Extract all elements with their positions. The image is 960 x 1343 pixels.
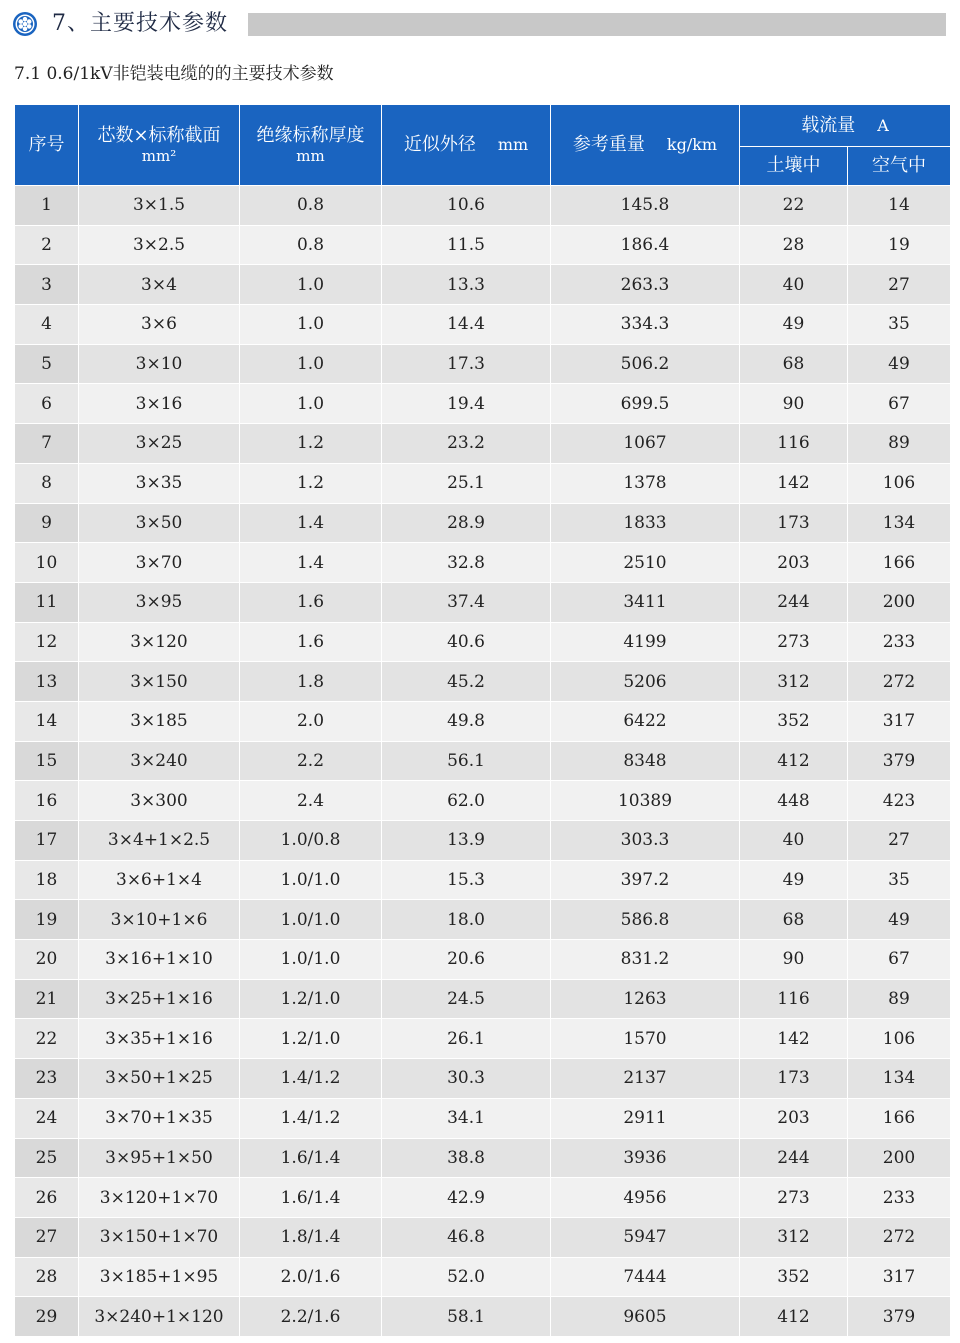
header-reference-weight	[551, 105, 740, 186]
section-header	[12, 8, 946, 40]
table-row	[15, 701, 951, 741]
cell-cores-section: 3×120+1×70	[79, 1178, 240, 1218]
table-row	[15, 860, 951, 900]
cell-cores-section: 3×300	[79, 781, 240, 821]
table-row	[15, 1098, 951, 1138]
table-row	[15, 543, 951, 583]
cell-insulation: 2.0/1.6	[240, 1257, 382, 1297]
cell-diameter: 17.3	[382, 344, 551, 384]
cell-cores-section: 3×10+1×6	[79, 900, 240, 940]
cell-cores-section: 3×16	[79, 384, 240, 424]
cell-cores-section: 3×6+1×4	[79, 860, 240, 900]
cell-diameter: 14.4	[382, 305, 551, 345]
cell-weight: 8348	[551, 741, 740, 781]
cell-diameter: 38.8	[382, 1138, 551, 1178]
cell-insulation: 2.2/1.6	[240, 1297, 382, 1337]
cell-weight: 586.8	[551, 900, 740, 940]
cell-cores-section: 3×70	[79, 543, 240, 583]
cell-insulation: 1.4	[240, 543, 382, 583]
cable-cross-section-icon	[12, 11, 38, 37]
cell-no: 20	[15, 940, 79, 980]
table-subtitle: 7.1 0.6/1kV非铠装电缆的的主要技术参数	[14, 64, 334, 84]
cell-weight: 2137	[551, 1059, 740, 1099]
cell-cores-section: 3×70+1×35	[79, 1098, 240, 1138]
table-row	[15, 582, 951, 622]
cell-cores-section: 3×185	[79, 701, 240, 741]
cell-weight: 1263	[551, 979, 740, 1019]
cell-insulation: 2.2	[240, 741, 382, 781]
cell-current-soil: 22	[740, 186, 848, 226]
table-row	[15, 781, 951, 821]
cell-current-air: 106	[848, 463, 951, 503]
cell-current-soil: 244	[740, 582, 848, 622]
cell-current-soil: 40	[740, 821, 848, 861]
section-title-bar	[248, 13, 946, 36]
cell-current-air: 35	[848, 860, 951, 900]
cell-insulation: 1.0	[240, 344, 382, 384]
cell-insulation: 1.6	[240, 622, 382, 662]
cell-diameter: 42.9	[382, 1178, 551, 1218]
cell-current-air: 134	[848, 1059, 951, 1099]
cell-no: 29	[15, 1297, 79, 1337]
cell-weight: 1378	[551, 463, 740, 503]
cell-current-soil: 68	[740, 344, 848, 384]
cell-weight: 4199	[551, 622, 740, 662]
table-row	[15, 503, 951, 543]
cell-diameter: 20.6	[382, 940, 551, 980]
cell-current-soil: 412	[740, 1297, 848, 1337]
header-cores-label: 芯数×标称截面	[97, 125, 221, 146]
cell-insulation: 1.0/1.0	[240, 860, 382, 900]
cell-insulation: 1.4	[240, 503, 382, 543]
cell-cores-section: 3×16+1×10	[79, 940, 240, 980]
cell-weight: 1570	[551, 1019, 740, 1059]
cell-diameter: 19.4	[382, 384, 551, 424]
cell-no: 3	[15, 265, 79, 305]
cell-current-air: 106	[848, 1019, 951, 1059]
cell-weight: 699.5	[551, 384, 740, 424]
cell-cores-section: 3×4+1×2.5	[79, 821, 240, 861]
cell-cores-section: 3×185+1×95	[79, 1257, 240, 1297]
table-row	[15, 821, 951, 861]
cell-no: 17	[15, 821, 79, 861]
cell-diameter: 58.1	[382, 1297, 551, 1337]
cell-current-soil: 40	[740, 265, 848, 305]
table-row	[15, 1297, 951, 1337]
cell-no: 9	[15, 503, 79, 543]
cell-cores-section: 3×95+1×50	[79, 1138, 240, 1178]
table-row	[15, 1019, 951, 1059]
cell-current-soil: 448	[740, 781, 848, 821]
cell-no: 5	[15, 344, 79, 384]
cell-no: 22	[15, 1019, 79, 1059]
header-in-air: 空气中	[848, 147, 951, 186]
header-diameter-label: 近似外径	[403, 134, 476, 155]
table-row	[15, 1257, 951, 1297]
cell-weight: 4956	[551, 1178, 740, 1218]
cell-no: 14	[15, 701, 79, 741]
cell-weight: 263.3	[551, 265, 740, 305]
cell-diameter: 40.6	[382, 622, 551, 662]
header-current-label: 载流量	[801, 114, 856, 136]
header-no: 序号	[15, 105, 79, 186]
table-row	[15, 1217, 951, 1257]
table-row	[15, 344, 951, 384]
cell-no: 25	[15, 1138, 79, 1178]
cell-current-air: 49	[848, 344, 951, 384]
technical-parameters-table	[14, 104, 951, 1337]
cell-no: 27	[15, 1217, 79, 1257]
cell-weight: 3936	[551, 1138, 740, 1178]
cell-current-air: 35	[848, 305, 951, 345]
cell-diameter: 26.1	[382, 1019, 551, 1059]
cell-insulation: 1.2/1.0	[240, 979, 382, 1019]
cell-no: 10	[15, 543, 79, 583]
cell-current-soil: 203	[740, 543, 848, 583]
cell-no: 28	[15, 1257, 79, 1297]
cell-insulation: 2.4	[240, 781, 382, 821]
cell-weight: 1833	[551, 503, 740, 543]
cell-no: 16	[15, 781, 79, 821]
cell-current-air: 423	[848, 781, 951, 821]
cell-diameter: 56.1	[382, 741, 551, 781]
cell-weight: 9605	[551, 1297, 740, 1337]
cell-current-soil: 68	[740, 900, 848, 940]
cell-weight: 1067	[551, 424, 740, 464]
cell-no: 26	[15, 1178, 79, 1218]
cell-diameter: 13.3	[382, 265, 551, 305]
cell-current-soil: 412	[740, 741, 848, 781]
cell-current-air: 317	[848, 1257, 951, 1297]
cell-current-air: 89	[848, 424, 951, 464]
cell-weight: 7444	[551, 1257, 740, 1297]
table-row	[15, 463, 951, 503]
cell-weight: 831.2	[551, 940, 740, 980]
cell-weight: 6422	[551, 701, 740, 741]
cell-insulation: 1.0	[240, 265, 382, 305]
header-insulation-label: 绝缘标称厚度	[256, 125, 365, 146]
cell-current-air: 166	[848, 543, 951, 583]
cell-diameter: 32.8	[382, 543, 551, 583]
cell-current-soil: 244	[740, 1138, 848, 1178]
cell-cores-section: 3×150	[79, 662, 240, 702]
cell-insulation: 1.2	[240, 424, 382, 464]
cell-current-air: 134	[848, 503, 951, 543]
cell-current-air: 379	[848, 1297, 951, 1337]
header-diameter-unit: mm	[497, 135, 529, 154]
header-weight-label: 参考重量	[572, 134, 645, 155]
cell-current-soil: 28	[740, 225, 848, 265]
cell-insulation: 1.4/1.2	[240, 1098, 382, 1138]
cell-weight: 334.3	[551, 305, 740, 345]
cell-diameter: 10.6	[382, 186, 551, 226]
cell-current-soil: 312	[740, 1217, 848, 1257]
header-insulation-thickness	[240, 105, 382, 186]
cell-current-soil: 203	[740, 1098, 848, 1138]
header-current-unit: A	[877, 115, 889, 135]
cell-current-air: 272	[848, 662, 951, 702]
cell-current-soil: 49	[740, 305, 848, 345]
cell-insulation: 1.8	[240, 662, 382, 702]
cell-diameter: 46.8	[382, 1217, 551, 1257]
cell-insulation: 1.0/1.0	[240, 900, 382, 940]
cell-current-soil: 273	[740, 1178, 848, 1218]
cell-no: 11	[15, 582, 79, 622]
cell-weight: 303.3	[551, 821, 740, 861]
cell-cores-section: 3×240	[79, 741, 240, 781]
cell-weight: 506.2	[551, 344, 740, 384]
cell-current-soil: 173	[740, 1059, 848, 1099]
section-title: 7、主要技术参数	[52, 11, 228, 36]
cell-no: 21	[15, 979, 79, 1019]
cell-cores-section: 3×50	[79, 503, 240, 543]
cell-insulation: 1.0/0.8	[240, 821, 382, 861]
cell-current-air: 233	[848, 622, 951, 662]
cell-current-air: 49	[848, 900, 951, 940]
cell-no: 13	[15, 662, 79, 702]
table-row	[15, 900, 951, 940]
cell-insulation: 1.6/1.4	[240, 1138, 382, 1178]
cell-cores-section: 3×240+1×120	[79, 1297, 240, 1337]
cell-no: 6	[15, 384, 79, 424]
cell-cores-section: 3×50+1×25	[79, 1059, 240, 1099]
cell-weight: 2510	[551, 543, 740, 583]
cell-current-air: 200	[848, 582, 951, 622]
cell-insulation: 1.2	[240, 463, 382, 503]
header-weight-unit: kg/km	[666, 135, 718, 154]
cell-insulation: 1.2/1.0	[240, 1019, 382, 1059]
cell-no: 2	[15, 225, 79, 265]
cell-weight: 186.4	[551, 225, 740, 265]
cell-insulation: 1.0	[240, 384, 382, 424]
table-row	[15, 186, 951, 226]
cell-diameter: 23.2	[382, 424, 551, 464]
cell-cores-section: 3×120	[79, 622, 240, 662]
cell-current-soil: 312	[740, 662, 848, 702]
cell-current-air: 166	[848, 1098, 951, 1138]
cell-weight: 5947	[551, 1217, 740, 1257]
cell-current-soil: 273	[740, 622, 848, 662]
cell-cores-section: 3×95	[79, 582, 240, 622]
cell-insulation: 1.4/1.2	[240, 1059, 382, 1099]
cell-current-air: 317	[848, 701, 951, 741]
cell-cores-section: 3×150+1×70	[79, 1217, 240, 1257]
cell-current-soil: 142	[740, 1019, 848, 1059]
table-row	[15, 1178, 951, 1218]
cell-current-soil: 142	[740, 463, 848, 503]
cell-current-soil: 90	[740, 384, 848, 424]
cell-current-air: 200	[848, 1138, 951, 1178]
table-row	[15, 940, 951, 980]
cell-weight: 3411	[551, 582, 740, 622]
cell-diameter: 25.1	[382, 463, 551, 503]
cell-no: 8	[15, 463, 79, 503]
cell-cores-section: 3×4	[79, 265, 240, 305]
cell-insulation: 2.0	[240, 701, 382, 741]
cell-cores-section: 3×35	[79, 463, 240, 503]
cell-no: 4	[15, 305, 79, 345]
cell-insulation: 0.8	[240, 186, 382, 226]
table-row	[15, 225, 951, 265]
cell-insulation: 1.6	[240, 582, 382, 622]
cell-current-air: 27	[848, 821, 951, 861]
table-row	[15, 1138, 951, 1178]
cell-current-air: 19	[848, 225, 951, 265]
table-row	[15, 662, 951, 702]
cell-weight: 397.2	[551, 860, 740, 900]
cell-cores-section: 3×35+1×16	[79, 1019, 240, 1059]
cell-diameter: 49.8	[382, 701, 551, 741]
table-row	[15, 265, 951, 305]
cell-diameter: 18.0	[382, 900, 551, 940]
cell-current-soil: 173	[740, 503, 848, 543]
header-insulation-unit: mm	[296, 147, 325, 165]
table-row	[15, 384, 951, 424]
cell-current-air: 233	[848, 1178, 951, 1218]
cell-no: 19	[15, 900, 79, 940]
cell-current-soil: 116	[740, 424, 848, 464]
cell-current-air: 379	[848, 741, 951, 781]
cell-current-soil: 90	[740, 940, 848, 980]
cell-current-air: 27	[848, 265, 951, 305]
cell-diameter: 37.4	[382, 582, 551, 622]
cell-insulation: 1.0/1.0	[240, 940, 382, 980]
cell-current-soil: 352	[740, 701, 848, 741]
table-row	[15, 424, 951, 464]
cell-diameter: 28.9	[382, 503, 551, 543]
cell-diameter: 34.1	[382, 1098, 551, 1138]
cell-insulation: 0.8	[240, 225, 382, 265]
cell-current-soil: 352	[740, 1257, 848, 1297]
cell-current-soil: 116	[740, 979, 848, 1019]
table-row	[15, 305, 951, 345]
table-row	[15, 1059, 951, 1099]
cell-insulation: 1.6/1.4	[240, 1178, 382, 1218]
cell-cores-section: 3×2.5	[79, 225, 240, 265]
table-row	[15, 622, 951, 662]
cell-diameter: 15.3	[382, 860, 551, 900]
cell-cores-section: 3×1.5	[79, 186, 240, 226]
table-body	[15, 186, 951, 1337]
cell-no: 18	[15, 860, 79, 900]
cell-insulation: 1.0	[240, 305, 382, 345]
cell-no: 12	[15, 622, 79, 662]
table-row	[15, 741, 951, 781]
header-current-capacity	[740, 105, 951, 147]
header-cores-section	[79, 105, 240, 186]
cell-cores-section: 3×25	[79, 424, 240, 464]
cell-current-air: 14	[848, 186, 951, 226]
cell-current-air: 89	[848, 979, 951, 1019]
cell-no: 7	[15, 424, 79, 464]
cell-current-air: 272	[848, 1217, 951, 1257]
cell-no: 24	[15, 1098, 79, 1138]
cell-current-air: 67	[848, 384, 951, 424]
cell-weight: 145.8	[551, 186, 740, 226]
cell-weight: 5206	[551, 662, 740, 702]
cell-weight: 10389	[551, 781, 740, 821]
cell-current-soil: 49	[740, 860, 848, 900]
cell-diameter: 11.5	[382, 225, 551, 265]
cell-diameter: 62.0	[382, 781, 551, 821]
cell-diameter: 24.5	[382, 979, 551, 1019]
cell-no: 1	[15, 186, 79, 226]
header-cores-unit: mm²	[141, 147, 177, 165]
cell-no: 23	[15, 1059, 79, 1099]
cell-diameter: 45.2	[382, 662, 551, 702]
cell-insulation: 1.8/1.4	[240, 1217, 382, 1257]
header-outer-diameter	[382, 105, 551, 186]
cell-current-air: 67	[848, 940, 951, 980]
table-row	[15, 979, 951, 1019]
cell-cores-section: 3×6	[79, 305, 240, 345]
header-in-soil: 土壤中	[740, 147, 848, 186]
cell-diameter: 52.0	[382, 1257, 551, 1297]
cell-diameter: 30.3	[382, 1059, 551, 1099]
cell-diameter: 13.9	[382, 821, 551, 861]
cell-cores-section: 3×25+1×16	[79, 979, 240, 1019]
cell-no: 15	[15, 741, 79, 781]
cell-weight: 2911	[551, 1098, 740, 1138]
cell-cores-section: 3×10	[79, 344, 240, 384]
